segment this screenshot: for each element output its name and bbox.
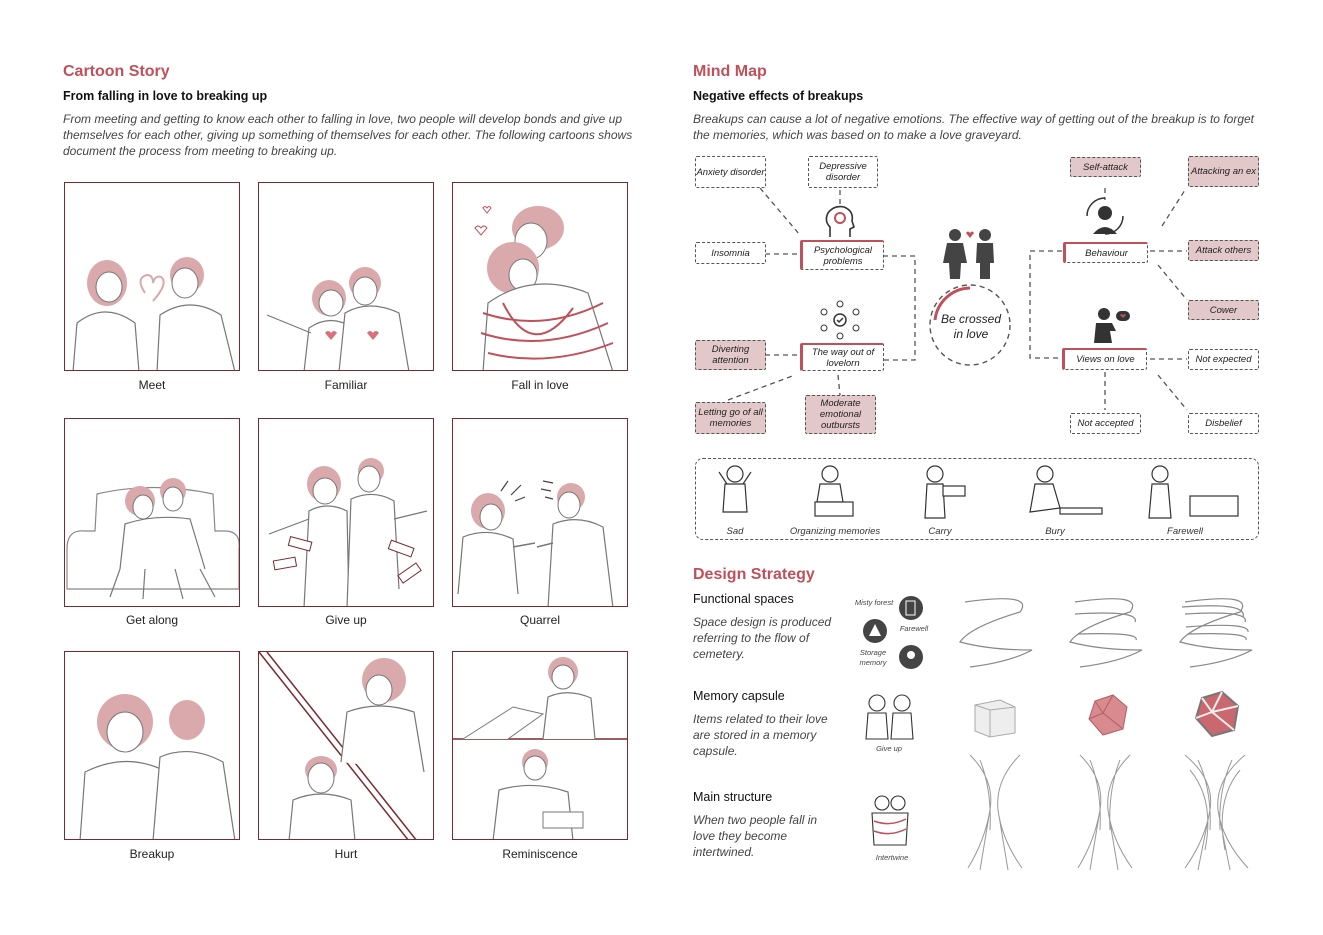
comic-panel-reminiscence [452,651,628,840]
cartoon-story-title: Cartoon Story [63,63,170,80]
ds-text-functional: Space design is produced referring to the flow of cemetery. [693,615,832,661]
node-self-attack: Self-attack [1070,157,1141,177]
couple-icon [940,225,1000,280]
node-attack-others: Attack others [1188,240,1259,261]
mind-map-title: Mind Map [693,63,767,80]
step-farewell: Farewell [1167,526,1203,537]
design-strategy-title: Design Strategy [693,566,815,583]
step-sad: Sad [726,526,744,537]
panel-caption: Familiar [324,378,368,392]
node-disbelief: Disbelief [1188,413,1259,434]
cartoon-story-paragraph: From meeting and getting to know each other to falling in love, two people will develop bonds and give up themselves for each other, giving up something of themselves for each other. The following cartoons shows document the process from meeting to breaking up. [63,112,633,158]
tree-structures [960,750,1260,875]
node-not-expected: Not expected [1188,349,1259,370]
intertwine-figures-icon [866,793,914,849]
comic-panel-quarrel [452,418,628,607]
steps-figures [715,462,1245,522]
label-storage-memory: Storage memory [859,648,887,667]
ds-heading-memory: Memory capsule [693,689,785,703]
network-icon [820,300,860,340]
label-farewell: Farewell [899,624,929,633]
forest-icon [862,618,890,644]
panel-caption: Fall in love [511,378,569,392]
mind-map-paragraph: Breakups can cause a lot of negative emotions. The effective way of getting out of the breakup is to forget the memories, which was based on to make a love graveyard. [693,112,1254,142]
panel-caption: Quarrel [519,613,560,627]
node-psychological-problems: Psychological problems [800,240,884,270]
person-speech-icon [1090,305,1134,345]
spiral-structures [950,592,1260,672]
gem-capsule [1085,693,1130,738]
step-carry: Carry [928,526,952,537]
label-give-up: Give up [876,744,902,753]
node-anxiety-disorder: Anxiety disorder [695,156,766,188]
person-cycle-icon [1083,196,1127,238]
ds-text-structure: When two people fall in love they become intertwined. [693,813,818,859]
comic-panel-meet [64,182,240,371]
ds-heading-functional: Functional spaces [693,592,794,606]
node-diverting-attention: Diverting attention [695,340,766,370]
node-moderate-outbursts: Moderate emotional outbursts [805,395,876,434]
memory-icon [898,644,926,670]
comic-panel-hurt [258,651,434,840]
node-views-on-love: Views on love [1062,348,1147,370]
node-letting-go: Letting go of all memories [695,402,766,434]
node-way-out-of-lovelorn: The way out of lovelorn [800,343,884,371]
wire-capsule [1192,690,1242,738]
give-up-figures-icon [862,693,917,741]
center-label: Be crossed in love [940,312,1002,341]
panel-caption: Meet [138,378,166,392]
node-attacking-an-ex: Attacking an ex [1188,156,1259,187]
exit-icon [898,595,926,621]
panel-caption: Hurt [334,847,358,861]
comic-panel-fall-in-love [452,182,628,371]
step-organizing-memories: Organizing memories [789,526,881,537]
node-insomnia: Insomnia [695,242,766,264]
node-cower: Cower [1188,300,1259,320]
step-bury: Bury [1045,526,1065,537]
comic-panel-breakup [64,651,240,840]
label-intertwine: Intertwine [875,853,909,862]
comic-panel-get-along [64,418,240,607]
panel-caption: Give up [325,613,367,627]
panel-caption: Get along [125,613,179,627]
cube-capsule [970,695,1020,740]
panel-caption: Reminiscence [502,847,578,861]
cartoon-story-subtitle: From falling in love to breaking up [63,89,268,103]
ds-heading-structure: Main structure [693,790,773,804]
label-misty-forest: Misty forest [854,598,894,607]
ds-text-memory: Items related to their love are stored in a memory capsule. [693,712,828,758]
head-gear-icon [822,203,858,239]
mind-map-subtitle: Negative effects of breakups [693,89,864,103]
comic-panel-give-up [258,418,434,607]
node-not-accepted: Not accepted [1070,413,1141,434]
node-depressive-disorder: Depressive disorder [808,156,878,188]
comic-panel-familiar [258,182,434,371]
node-behaviour: Behaviour [1063,242,1148,263]
panel-caption: Breakup [129,847,175,861]
